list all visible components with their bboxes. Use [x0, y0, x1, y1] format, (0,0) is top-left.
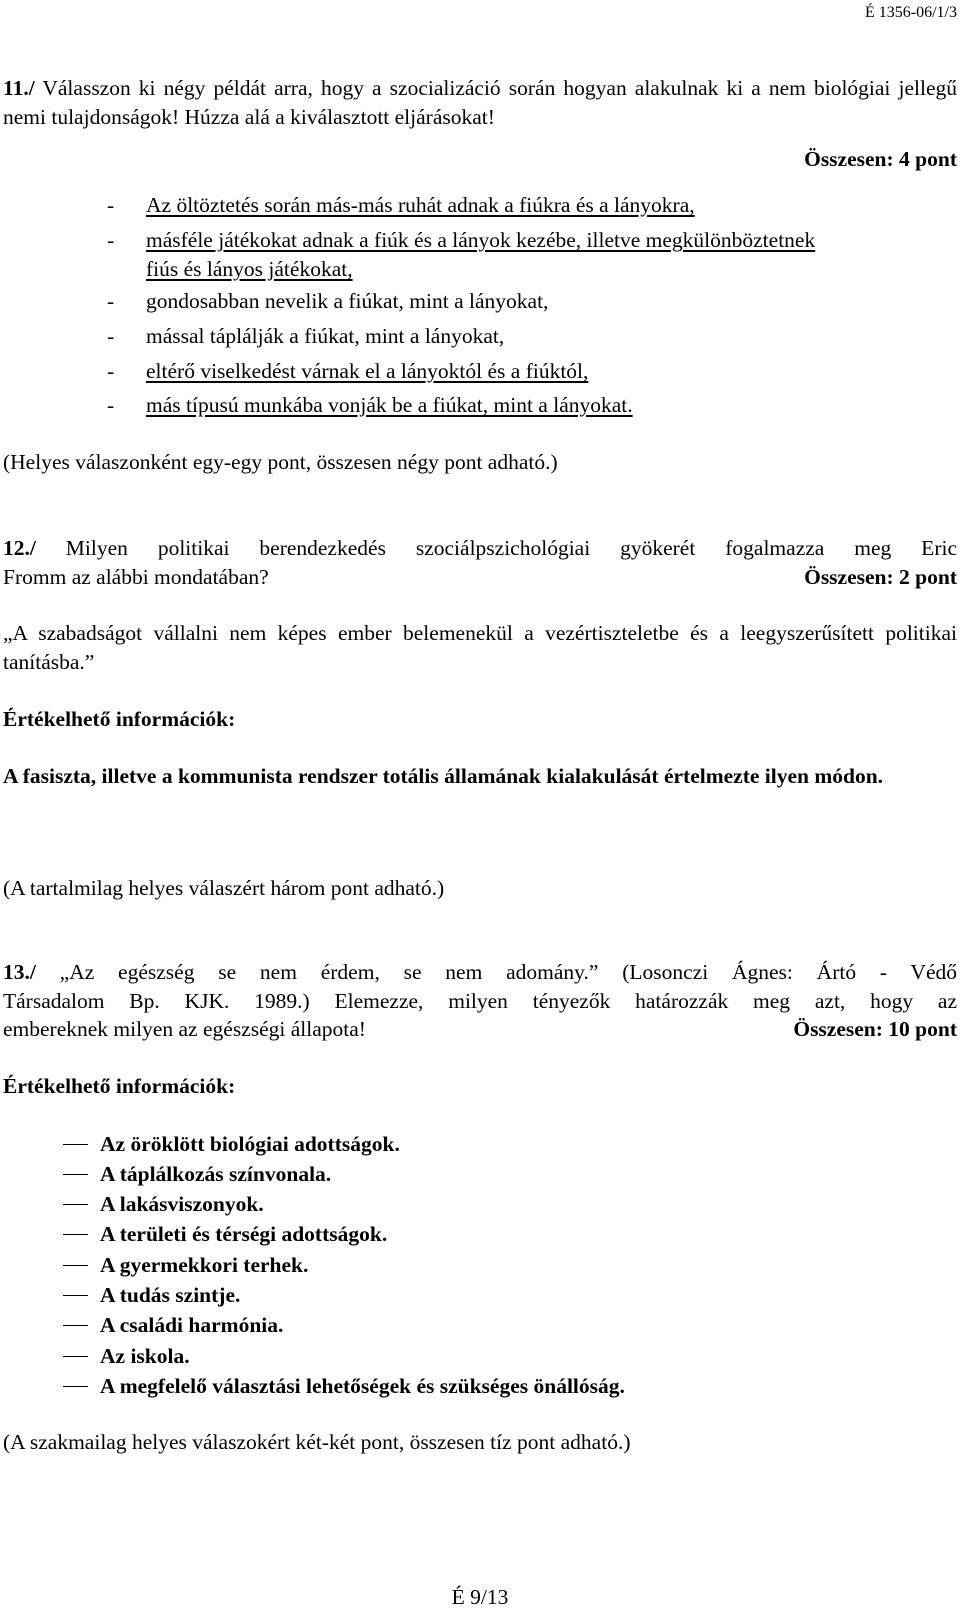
- q12-info-heading: Értékelhető információk:: [3, 707, 236, 731]
- q13-number: 13./: [3, 960, 36, 984]
- q11-option-text: mással táplálják a fiúkat, mint a lányokat,: [146, 324, 505, 348]
- q11-option-text: gondosabban nevelik a fiúkat, mint a lányokat,: [146, 289, 549, 313]
- q12-number: 12./: [3, 536, 36, 560]
- q11-question: [3, 74, 957, 132]
- q12-scoring: (A tartalmilag helyes válaszért három pont adható.): [3, 876, 445, 900]
- q12-answer: A fasiszta, illetve a kommunista rendszer totális államának kialakulását értelmezte ilyen módon.: [3, 764, 884, 788]
- q12-quote: „A szabadságot vállalni nem képes ember belemenekül a vezértiszteletbe és a leegyszerűsített politikai tanításba.”: [3, 621, 957, 674]
- q13-question-text: „Az egészség se nem érdem, se nem adomány.” (Losonczi Ágnes: Ártó - Védő: [35, 960, 957, 984]
- document-code: É 1356-06/1/3: [865, 4, 957, 21]
- q13-points: Összesen: 10 pont: [793, 1017, 957, 1041]
- q13-question: [3, 958, 957, 987]
- q11-points: Összesen: 4 pont: [804, 147, 957, 171]
- q11-option-text: eltérő viselkedést várnak el a lányoktól és a fiúktól,: [146, 359, 589, 383]
- q11-option-text-cont: fiús és lányos játékokat,: [146, 257, 353, 281]
- q12-question: [3, 534, 957, 563]
- q12-question-cont: Fromm az alábbi mondatában? Összesen: 2 pont: [3, 563, 957, 592]
- q13-scoring: (A szakmailag helyes válaszokért két-két pont, összesen tíz pont adható.): [3, 1430, 631, 1454]
- q11-option-text: másféle játékokat adnak a fiúk és a lányok kezébe, illetve megkülönböztetnek: [146, 228, 816, 252]
- q11-question-text: Válasszon ki négy példát arra, hogy a szocializáció során hogyan alakulnak ki a nem biológiai jellegű nemi tulajdonságok! Húzza alá a kiválasztott eljárásokat!: [3, 76, 957, 129]
- q12-points: Összesen: 2 pont: [804, 565, 957, 589]
- q11-scoring: (Helyes válaszonként egy-egy pont, összesen négy pont adható.): [3, 450, 558, 474]
- q11-number: 11./: [3, 76, 35, 100]
- q11-option-text: más típusú munkába vonják be a fiúkat, mint a lányokat.: [146, 393, 633, 417]
- q13-question-cont: Társadalom Bp. KJK. 1989.) Elemezze, milyen tényezők határozzák meg azt, hogy az: [3, 989, 957, 1013]
- document-page: É 1356-06/1/3 11./ Válasszon ki négy példát arra, hogy a szocializáció során hogyan alakulnak ki a nem biológiai jellegű nemi tulajdonságok! Húzza alá a kiválasztott eljárásokat! Összesen: 4 pont - Az öltöztetés során más-más ruhát adnak a fiúkra és a lányokra, - másféle játékokat adnak a fiúk és a lányok kezébe, illetve megkülönböztetnek fiús és lányos játékokat, - gondosabban nevelik a fiúkat, mint a lányokat, - mással táplálják a fiúkat, mint a lányokat, - eltérő viselkedést várnak el a lányoktól és a fiúktól, - más típusú munkába vonják be a fiúkat, mint a lányokat. (Helyes válaszonként egy-egy pont, összesen négy pont adható.) 12./ Milyen politikai berendezkedés szociálpszichológiai gyökerét fogalmazza meg Eric Fromm az alábbi mondatában? Összesen: 2 pont „A szabadságot vállalni nem képes ember belemenekül a vezértiszteletbe és a leegyszerűsített politikai tanításba.” Értékelhető információk: A fasiszta, illetve a kommunista rendszer totális államának kialakulását értelmezte ilyen módon. (A tartalmilag helyes válaszért három pont adható.) 13./ „Az egészség se nem érdem, se nem adomány.” (Losonczi Ágnes: Ártó - Védő Társadalom Bp. KJK. 1989.) Elemezze, milyen tényezők határozzák meg azt, hogy az embereknek milyen az egészségi állapota! Összesen: 10 pont Értékelhető információk: Az öröklött biológiai adottságok. A táplálkozás színvonala. A lakásviszonyok. A területi és térségi adottságok. A gyermekkori terhek. A tudás szintje. A családi harmónia. Az iskola. A megfelelő választási lehetőségek és szükséges önállóság. (A szakmailag helyes válaszokért két-két pont, összesen tíz pont adható.) É 9/13: [0, 0, 960, 1612]
- page-number: É 9/13: [451, 1585, 509, 1609]
- q11-option-text: Az öltöztetés során más-más ruhát adnak a fiúkra és a lányokra,: [146, 193, 695, 217]
- q12-question-text: Milyen politikai berendezkedés szociálpszichológiai gyökerét fogalmazza meg Eric: [35, 536, 957, 560]
- q13-info-heading: Értékelhető információk:: [3, 1074, 236, 1098]
- q13-question-cont: embereknek milyen az egészségi állapota! Összesen: 10 pont: [3, 1015, 957, 1044]
